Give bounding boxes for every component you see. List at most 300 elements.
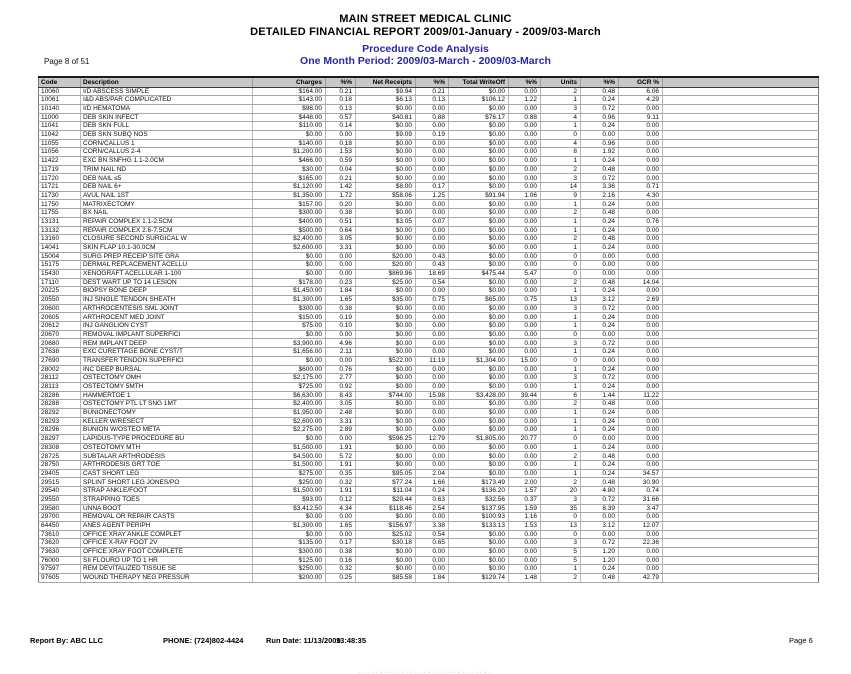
cell-gcr: 0.00 (619, 547, 663, 556)
cell-net-receipts: $0.00 (356, 426, 416, 435)
cell-total-writeoff: $100.93 (449, 513, 509, 522)
cell-pct-charges: 3.31 (326, 417, 356, 426)
cell-pct-net: 0.65 (416, 539, 449, 548)
cell-net-receipts: $85.58 (356, 574, 416, 583)
cell-net-receipts: $0.00 (356, 461, 416, 470)
cell-charges: $2,400.00 (253, 235, 326, 244)
cell-pct-net: 0.00 (416, 174, 449, 183)
cell-pct-charges: 0.18 (326, 139, 356, 148)
cell-description: HAMMERTOE 1 (81, 391, 253, 400)
cell-total-writeoff: $0.00 (449, 426, 509, 435)
cell-pct-net: 0.00 (416, 165, 449, 174)
cell-pct-net: 0.00 (416, 426, 449, 435)
table-row (39, 330, 819, 339)
cell-pct-charges: 1.53 (326, 148, 356, 157)
cell-total-writeoff: $0.00 (449, 469, 509, 478)
cell-total-writeoff: $0.00 (449, 139, 509, 148)
cell-filler (663, 513, 819, 522)
cell-pct-charges: 0.32 (326, 565, 356, 574)
table-row (39, 547, 819, 556)
cell-total-writeoff: $0.00 (449, 87, 509, 96)
table-row (39, 495, 819, 504)
cell-code: 13160 (39, 235, 81, 244)
cell-pct-net: 0.13 (416, 96, 449, 105)
cell-code: 73620 (39, 539, 81, 548)
cell-pct-net: 0.00 (416, 374, 449, 383)
cell-charges: $275.00 (253, 469, 326, 478)
cell-code: 73630 (39, 547, 81, 556)
cell-code: 11720 (39, 174, 81, 183)
cell-units: 2 (541, 165, 581, 174)
table-row (39, 435, 819, 444)
cell-pct-writeoff: 0.00 (509, 174, 541, 183)
cell-total-writeoff: $32.56 (449, 495, 509, 504)
footer-run-date: Run Date: 11/13/2009 (266, 636, 341, 645)
cell-pct-units: 0.24 (581, 287, 619, 296)
cell-code: 28308 (39, 443, 81, 452)
cell-pct-writeoff: 0.00 (509, 226, 541, 235)
cell-pct-charges: 0.38 (326, 304, 356, 313)
cell-units: 1 (541, 287, 581, 296)
cell-description: I/D HEMATOMA (81, 104, 253, 113)
cell-pct-writeoff: 0.00 (509, 304, 541, 313)
table-row (39, 313, 819, 322)
cell-net-receipts: $3.05 (356, 217, 416, 226)
table-row (39, 408, 819, 417)
cell-pct-writeoff: 39.44 (509, 391, 541, 400)
cell-total-writeoff: $0.00 (449, 278, 509, 287)
cell-description: STRAPPING TOES (81, 495, 253, 504)
cell-total-writeoff: $1,805.00 (449, 435, 509, 444)
cell-total-writeoff: $65.00 (449, 296, 509, 305)
cell-code: 20600 (39, 304, 81, 313)
cell-filler (663, 322, 819, 331)
cell-code: 27690 (39, 356, 81, 365)
cell-units: 5 (541, 547, 581, 556)
cell-description: REM IMPLANT DEEP (81, 339, 253, 348)
cell-total-writeoff: $0.00 (449, 374, 509, 383)
cell-code: 20612 (39, 322, 81, 331)
cell-description: KELLER W/RESECT (81, 417, 253, 426)
cell-total-writeoff: $0.00 (449, 556, 509, 565)
cell-description: DEB SKIN INFECT (81, 113, 253, 122)
cell-charges: $2,275.00 (253, 426, 326, 435)
cell-pct-units: 0.24 (581, 96, 619, 105)
cell-pct-writeoff: 0.00 (509, 365, 541, 374)
cell-pct-charges: 0.00 (326, 269, 356, 278)
cell-code: 15004 (39, 252, 81, 261)
cell-pct-net: 0.00 (416, 443, 449, 452)
cell-gcr: 0.00 (619, 322, 663, 331)
cell-description: SPLINT SHORT LEG JONES/PO (81, 478, 253, 487)
cell-charges: $150.00 (253, 313, 326, 322)
cell-filler (663, 243, 819, 252)
footer-run-time: 13:48:35 (336, 636, 367, 645)
cell-pct-net: 0.00 (416, 304, 449, 313)
cell-pct-writeoff: 0.00 (509, 374, 541, 383)
cell-units: 1 (541, 408, 581, 417)
cell-filler (663, 113, 819, 122)
cell-total-writeoff: $76.17 (449, 113, 509, 122)
cell-filler (663, 391, 819, 400)
cell-description: REMOVAL OR REPAIR CASTS (81, 513, 253, 522)
cell-net-receipts: $9.94 (356, 87, 416, 96)
cell-units: 2 (541, 400, 581, 409)
cell-pct-charges: 1.65 (326, 296, 356, 305)
cell-description: BUNIONECTOMY (81, 408, 253, 417)
table-row (39, 382, 819, 391)
cell-pct-units: 0.00 (581, 435, 619, 444)
cell-gcr: 0.76 (619, 217, 663, 226)
cell-total-writeoff: $0.00 (449, 539, 509, 548)
cell-description: CAST SHORT LEG (81, 469, 253, 478)
cell-pct-writeoff: 0.00 (509, 165, 541, 174)
cell-pct-net: 0.24 (416, 487, 449, 496)
table-row (39, 252, 819, 261)
cell-gcr: 0.00 (619, 235, 663, 244)
cell-pct-writeoff: 2.00 (509, 478, 541, 487)
cell-code: 13131 (39, 217, 81, 226)
cell-total-writeoff: $0.00 (449, 261, 509, 270)
cell-description: OSTECTOMY PTL LT SNG 1MT (81, 400, 253, 409)
cell-pct-writeoff: 0.00 (509, 556, 541, 565)
cell-pct-charges: 0.92 (326, 382, 356, 391)
cell-total-writeoff: $0.00 (449, 313, 509, 322)
table-row (39, 461, 819, 470)
cell-pct-charges: 0.76 (326, 365, 356, 374)
cell-description: OFFICE X-RAY FOOT 2V (81, 539, 253, 548)
cell-net-receipts: $0.00 (356, 157, 416, 166)
cell-pct-writeoff: 0.00 (509, 400, 541, 409)
cell-pct-charges: 4.96 (326, 339, 356, 348)
cell-pct-charges: 3.31 (326, 243, 356, 252)
cell-pct-net: 0.00 (416, 139, 449, 148)
cell-filler (663, 139, 819, 148)
cell-pct-writeoff: 0.00 (509, 565, 541, 574)
cell-pct-writeoff: 0.00 (509, 130, 541, 139)
cell-pct-units: 0.00 (581, 269, 619, 278)
cell-code: 28113 (39, 382, 81, 391)
cell-pct-net: 0.75 (416, 296, 449, 305)
cell-units: 3 (541, 495, 581, 504)
cell-pct-charges: 0.57 (326, 113, 356, 122)
cell-pct-net: 0.00 (416, 365, 449, 374)
cell-pct-net: 0.00 (416, 339, 449, 348)
cell-net-receipts: $0.00 (356, 313, 416, 322)
cell-pct-net: 0.54 (416, 278, 449, 287)
cell-description: BUNION W/OSTEO META (81, 426, 253, 435)
cell-total-writeoff: $0.00 (449, 417, 509, 426)
cell-pct-writeoff: 0.00 (509, 104, 541, 113)
cell-net-receipts: $35.00 (356, 296, 416, 305)
cell-total-writeoff: $129.74 (449, 574, 509, 583)
cell-pct-charges: 0.25 (326, 574, 356, 583)
cell-gcr: 0.00 (619, 304, 663, 313)
cell-description: DERMAL REPLACEMENT ACELLU (81, 261, 253, 270)
cell-pct-writeoff: 1.06 (509, 191, 541, 200)
cell-total-writeoff: $0.00 (449, 322, 509, 331)
cell-total-writeoff: $0.00 (449, 252, 509, 261)
cell-description: DEST WART UP TO 14 LESION (81, 278, 253, 287)
cell-net-receipts: $0.00 (356, 235, 416, 244)
cell-pct-units: 0.48 (581, 235, 619, 244)
cell-gcr: 3.47 (619, 504, 663, 513)
cell-net-receipts: $0.00 (356, 287, 416, 296)
cell-pct-units: 0.24 (581, 157, 619, 166)
cell-pct-charges: 2.48 (326, 408, 356, 417)
cell-pct-writeoff: 0.00 (509, 278, 541, 287)
cell-units: 3 (541, 374, 581, 383)
cell-units: 4 (541, 139, 581, 148)
cell-code: 28002 (39, 365, 81, 374)
cell-gcr: 0.00 (619, 330, 663, 339)
table-row (39, 183, 819, 192)
table-row (39, 174, 819, 183)
cell-net-receipts: $0.00 (356, 322, 416, 331)
cell-charges: $125.00 (253, 556, 326, 565)
cell-gcr: 0.00 (619, 261, 663, 270)
cell-pct-charges: 0.64 (326, 226, 356, 235)
cell-net-receipts: $6.13 (356, 96, 416, 105)
cell-pct-net: 11.19 (416, 356, 449, 365)
cell-gcr: 0.00 (619, 513, 663, 522)
cell-gcr: 0.00 (619, 139, 663, 148)
cell-pct-charges: 0.16 (326, 556, 356, 565)
cell-net-receipts: $25.00 (356, 278, 416, 287)
cell-gcr: 0.00 (619, 348, 663, 357)
cell-pct-units: 0.48 (581, 400, 619, 409)
table-row (39, 235, 819, 244)
cell-pct-charges: 3.05 (326, 235, 356, 244)
cell-pct-writeoff: 1.53 (509, 521, 541, 530)
table-header-row (39, 77, 819, 87)
cell-code: 11056 (39, 148, 81, 157)
cell-total-writeoff: $0.00 (449, 122, 509, 131)
cell-units: 1 (541, 382, 581, 391)
cell-pct-units: 0.48 (581, 574, 619, 583)
cell-charges: $0.00 (253, 269, 326, 278)
cell-total-writeoff: $0.00 (449, 148, 509, 157)
cell-net-receipts: $25.02 (356, 530, 416, 539)
cell-net-receipts: $0.00 (356, 339, 416, 348)
cell-description: SUBTALAR ARTHRODESIS (81, 452, 253, 461)
cell-code: 28112 (39, 374, 81, 383)
cell-pct-net: 0.00 (416, 235, 449, 244)
cell-pct-net: 0.43 (416, 252, 449, 261)
cell-total-writeoff: $0.00 (449, 217, 509, 226)
cell-filler (663, 417, 819, 426)
cell-description: DEB SKN FULL (81, 122, 253, 131)
table-row (39, 400, 819, 409)
cell-gcr: 6.06 (619, 87, 663, 96)
cell-net-receipts: $30.18 (356, 539, 416, 548)
cell-gcr: 11.22 (619, 391, 663, 400)
cell-pct-charges: 0.21 (326, 174, 356, 183)
cell-description: EXC CURETTAGE BONE CYST/T (81, 348, 253, 357)
cell-net-receipts: $156.97 (356, 521, 416, 530)
cell-pct-net: 1.66 (416, 478, 449, 487)
cell-gcr: 4.29 (619, 96, 663, 105)
cell-pct-net: 0.00 (416, 330, 449, 339)
cell-code: 29515 (39, 478, 81, 487)
cell-code: 10061 (39, 96, 81, 105)
cell-units: 13 (541, 521, 581, 530)
cell-code: 64450 (39, 521, 81, 530)
cell-net-receipts: $0.00 (356, 443, 416, 452)
cell-code: 11055 (39, 139, 81, 148)
table-row (39, 87, 819, 96)
cell-charges: $110.00 (253, 122, 326, 131)
cell-total-writeoff: $475.44 (449, 269, 509, 278)
cell-gcr: 0.74 (619, 487, 663, 496)
cell-pct-units: 0.24 (581, 365, 619, 374)
cell-code: 20680 (39, 339, 81, 348)
cell-total-writeoff: $106.12 (449, 96, 509, 105)
cell-pct-net: 0.00 (416, 565, 449, 574)
table-row (39, 391, 819, 400)
cell-filler (663, 330, 819, 339)
cell-units: 0 (541, 435, 581, 444)
cell-total-writeoff: $0.00 (449, 183, 509, 192)
cell-total-writeoff: $0.00 (449, 287, 509, 296)
cell-gcr: 0.00 (619, 435, 663, 444)
cell-pct-net: 0.00 (416, 287, 449, 296)
cell-pct-units: 0.24 (581, 313, 619, 322)
cell-net-receipts: $0.00 (356, 348, 416, 357)
cell-description: INJ SINGLE TENDON SHEATH (81, 296, 253, 305)
cell-description: TRANSFER TENDON SUPERFICI (81, 356, 253, 365)
cell-pct-units: 0.48 (581, 278, 619, 287)
cell-pct-charges: 0.18 (326, 96, 356, 105)
cell-charges: $4,500.00 (253, 452, 326, 461)
cell-pct-units: 0.00 (581, 513, 619, 522)
cell-pct-writeoff: 0.00 (509, 443, 541, 452)
cell-gcr: 0.00 (619, 148, 663, 157)
cell-pct-units: 1.44 (581, 391, 619, 400)
cell-pct-charges: 1.91 (326, 461, 356, 470)
column-header-pct-charges: %% (326, 77, 356, 87)
cell-units: 6 (541, 391, 581, 400)
cell-gcr: 0.00 (619, 287, 663, 296)
cell-filler (663, 556, 819, 565)
cell-code: 73610 (39, 530, 81, 539)
cell-description: XENOGRAFT ACELLULAR 1-100 (81, 269, 253, 278)
cell-gcr: 34.57 (619, 469, 663, 478)
cell-code: 28293 (39, 417, 81, 426)
cell-units: 2 (541, 235, 581, 244)
cell-gcr: 0.00 (619, 443, 663, 452)
cell-units: 1 (541, 322, 581, 331)
cell-pct-net: 0.00 (416, 322, 449, 331)
cell-units: 5 (541, 556, 581, 565)
report-by: Report By: ABC LLC (30, 636, 104, 645)
cell-code: 15175 (39, 261, 81, 270)
cell-pct-charges: 0.00 (326, 513, 356, 522)
cell-charges: $0.00 (253, 435, 326, 444)
cell-total-writeoff: $0.00 (449, 443, 509, 452)
footer-phone: PHONE: (724)802-4424 (163, 636, 244, 645)
cell-pct-units: 0.24 (581, 461, 619, 470)
cell-pct-writeoff: 0.00 (509, 209, 541, 218)
cell-pct-charges: 0.04 (326, 165, 356, 174)
table-row (39, 504, 819, 513)
cell-filler (663, 183, 819, 192)
cell-charges: $6,630.00 (253, 391, 326, 400)
table-row (39, 530, 819, 539)
cell-pct-writeoff: 0.00 (509, 139, 541, 148)
cell-pct-units: 3.12 (581, 521, 619, 530)
cell-net-receipts: $744.00 (356, 391, 416, 400)
cell-pct-units: 0.72 (581, 374, 619, 383)
cell-code: 13132 (39, 226, 81, 235)
table-row (39, 521, 819, 530)
cell-charges: $466.00 (253, 157, 326, 166)
cell-description: ARTHROCENTESIS SML JOINT (81, 304, 253, 313)
cell-pct-writeoff: 0.00 (509, 261, 541, 270)
cell-pct-writeoff: 0.88 (509, 113, 541, 122)
column-header-pct-units: %% (581, 77, 619, 87)
cell-pct-writeoff: 0.00 (509, 408, 541, 417)
cell-description: DEB NAIL ≤5 (81, 174, 253, 183)
cell-pct-net: 1.84 (416, 574, 449, 583)
cell-pct-charges: 0.00 (326, 330, 356, 339)
cell-filler (663, 174, 819, 183)
cell-charges: $2,400.00 (253, 400, 326, 409)
cell-filler (663, 87, 819, 96)
cell-code: 11750 (39, 200, 81, 209)
table-row (39, 165, 819, 174)
cell-pct-net: 2.54 (416, 504, 449, 513)
column-header-charges: Charges (253, 77, 326, 87)
cell-charges: $725.00 (253, 382, 326, 391)
cell-pct-charges: 0.59 (326, 157, 356, 166)
table-row (39, 287, 819, 296)
cell-net-receipts: $596.25 (356, 435, 416, 444)
cell-gcr: 4.30 (619, 191, 663, 200)
cell-pct-charges: 3.05 (326, 400, 356, 409)
cell-charges: $0.00 (253, 252, 326, 261)
cell-units: 0 (541, 330, 581, 339)
cell-pct-charges: 5.72 (326, 452, 356, 461)
cell-description: CLOSURE SECOND SURGICAL W (81, 235, 253, 244)
cell-charges: $448.00 (253, 113, 326, 122)
cell-units: 35 (541, 504, 581, 513)
cell-charges: $1,450.00 (253, 287, 326, 296)
cell-pct-units: 0.24 (581, 200, 619, 209)
cell-description: OSTECTOMY OMH (81, 374, 253, 383)
cell-pct-writeoff: 1.22 (509, 96, 541, 105)
cell-units: 2 (541, 478, 581, 487)
cell-filler (663, 530, 819, 539)
table-row (39, 200, 819, 209)
cell-pct-net: 0.63 (416, 495, 449, 504)
column-header-code: Code (39, 77, 81, 87)
cell-pct-charges: 0.13 (326, 104, 356, 113)
cell-description: SKIN FLAP 10.1-30.0CM (81, 243, 253, 252)
cell-pct-writeoff: 1.57 (509, 487, 541, 496)
cell-code: 20225 (39, 287, 81, 296)
cell-filler (663, 435, 819, 444)
cell-net-receipts: $0.00 (356, 417, 416, 426)
cell-units: 1 (541, 469, 581, 478)
cell-gcr: 12.07 (619, 521, 663, 530)
cell-pct-charges: 1.42 (326, 183, 356, 192)
cell-charges: $98.00 (253, 104, 326, 113)
cell-pct-units: 8.39 (581, 504, 619, 513)
cell-gcr: 0.00 (619, 252, 663, 261)
column-header-units: Units (541, 77, 581, 87)
cell-pct-net: 0.07 (416, 217, 449, 226)
